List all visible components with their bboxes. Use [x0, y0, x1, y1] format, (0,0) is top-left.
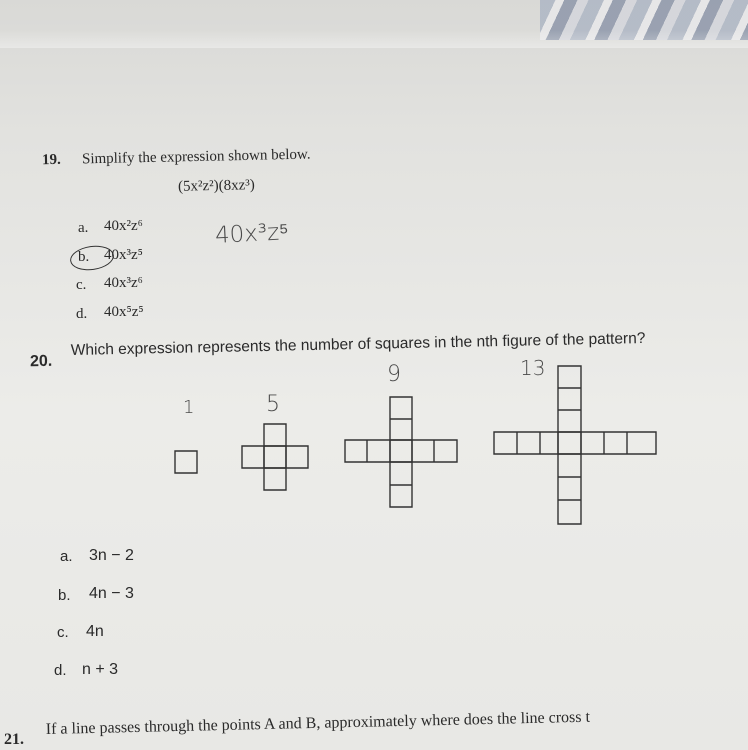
question-prompt: If a line passes through the points A and B, approximately where does the line cross t [45, 708, 591, 739]
figure-1-square [175, 451, 197, 473]
choice-text: 3n − 2 [89, 547, 134, 564]
choice-letter: b. [58, 587, 71, 604]
question-prompt: Simplify the expression shown below. [81, 146, 311, 168]
question-number: 21. [4, 731, 24, 748]
handwritten-answer: 40x³z⁵ [214, 219, 290, 249]
choice-text: 40x³z⁶ [104, 275, 143, 291]
question-number: 20. [29, 352, 53, 371]
choice-letter: b. [78, 249, 90, 265]
question-prompt: Which expression represents the number of squares in the nth figure of the pattern? [70, 329, 646, 360]
choice-letter: c. [57, 624, 69, 641]
figure-3-cross [345, 397, 457, 507]
choice-text: 4n [86, 623, 104, 640]
choice-text: 40x²z⁶ [104, 218, 143, 234]
choice-letter: c. [76, 277, 87, 293]
choice-letter: a. [60, 548, 73, 565]
choice-text: 4n − 3 [89, 585, 134, 602]
choice-text: n + 3 [82, 661, 119, 678]
figure-count-3: 9 [387, 362, 401, 387]
figure-count-2: 5 [266, 392, 280, 417]
choice-letter: d. [76, 306, 88, 322]
choice-letter: a. [78, 220, 89, 236]
question-number: 19. [41, 151, 61, 169]
figure-4-cross [494, 366, 656, 524]
choice-text: 40x³z⁵ [104, 247, 143, 263]
figure-count-4: 13 [520, 356, 546, 380]
choice-letter: d. [54, 662, 67, 679]
expression: (5x²z²)(8xz³) [177, 177, 255, 195]
figure-2-cross [242, 424, 308, 490]
choice-text: 40x⁵z⁵ [104, 304, 144, 320]
figure-count-1: 1 [183, 397, 195, 418]
